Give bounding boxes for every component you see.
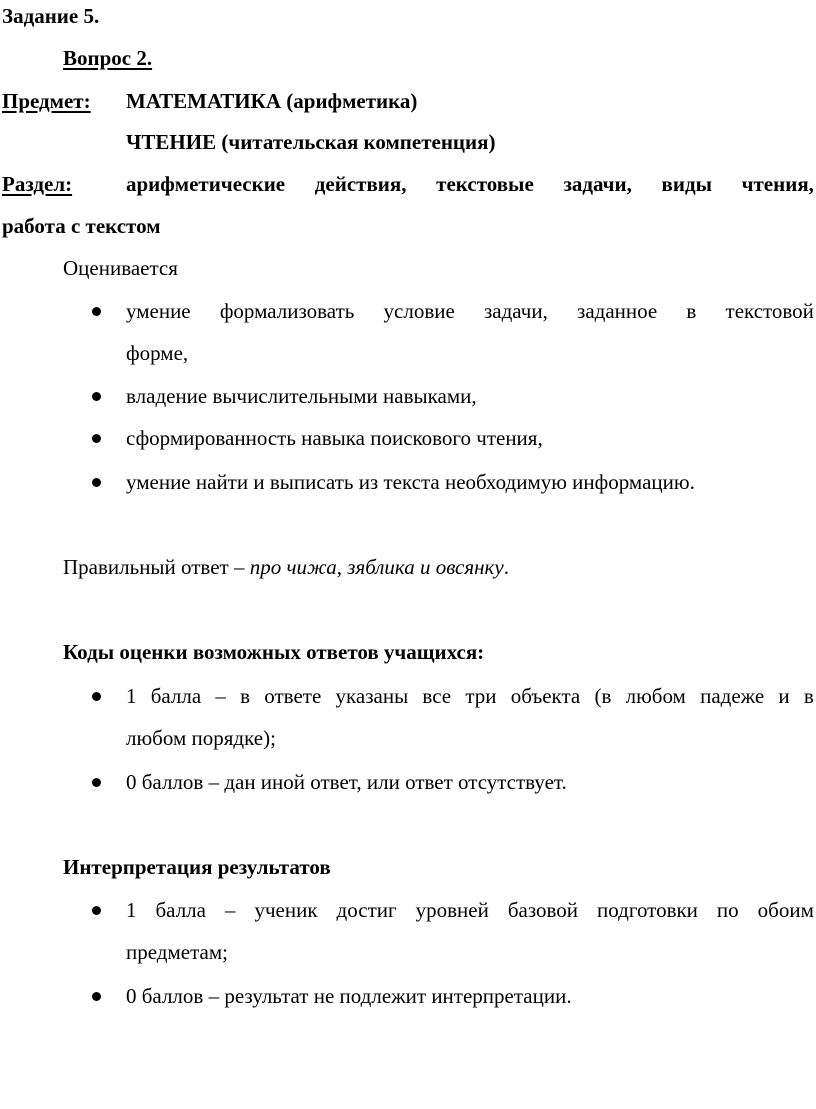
answer-value: про чижа, зяблика и овсянку bbox=[249, 555, 504, 579]
assessed-item-1: умение формализовать условие задачи, заданное в текстовой bbox=[126, 299, 814, 323]
question-number: Вопрос 2. bbox=[63, 46, 153, 70]
section-word: действия, bbox=[314, 172, 407, 196]
subject-math: МАТЕМАТИКА (арифметика) bbox=[126, 89, 418, 113]
section-word: арифметические bbox=[126, 172, 286, 196]
section-word: текстовые bbox=[436, 172, 534, 196]
interpretation-item-2: 0 баллов – результат не подлежит интерпретации. bbox=[126, 984, 572, 1008]
section-label: Раздел: bbox=[2, 172, 73, 196]
assessed-item-3: сформированность навыка поискового чтения, bbox=[126, 426, 543, 450]
bullet-icon bbox=[92, 778, 101, 787]
correct-answer: Правильный ответ – про чижа, зяблика и овсянку. bbox=[63, 555, 509, 579]
section-word: виды bbox=[661, 172, 712, 196]
codes-item-1: 1 балла – в ответе указаны все три объекта (в любом падеже и в bbox=[126, 684, 814, 708]
bullet-icon bbox=[92, 392, 101, 401]
bullet-icon bbox=[92, 992, 101, 1001]
assessed-item-4: умение найти и выписать из текста необходимую информацию. bbox=[126, 470, 695, 494]
task-number: Задание 5. bbox=[2, 4, 100, 28]
codes-heading: Коды оценки возможных ответов учащихся: bbox=[63, 640, 485, 664]
interpretation-heading: Интерпретация результатов bbox=[63, 855, 331, 879]
bullet-icon bbox=[92, 307, 101, 316]
codes-item-2: 0 баллов – дан иной ответ, или ответ отсутствует. bbox=[126, 770, 567, 794]
bullet-icon bbox=[92, 434, 101, 443]
section-topics bbox=[126, 172, 814, 196]
interpretation-item-1-cont: предметам; bbox=[126, 940, 228, 964]
subject-label: Предмет: bbox=[2, 89, 91, 113]
subject-reading: ЧТЕНИЕ (читательская компетенция) bbox=[126, 130, 496, 154]
bullet-icon bbox=[92, 906, 101, 915]
bullet-icon bbox=[92, 478, 101, 487]
section-continuation: работа с текстом bbox=[2, 214, 161, 238]
codes-item-1-cont: любом порядке); bbox=[126, 726, 276, 750]
interpretation-item-1: 1 балла – ученик достиг уровней базовой подготовки по обоим bbox=[126, 898, 814, 922]
assessed-intro: Оценивается bbox=[63, 256, 178, 280]
bullet-icon bbox=[92, 692, 101, 701]
assessed-item-1-cont: форме, bbox=[126, 341, 189, 365]
section-word: задачи, bbox=[563, 172, 632, 196]
assessed-item-2: владение вычислительными навыками, bbox=[126, 384, 477, 408]
section-word: чтения, bbox=[741, 172, 814, 196]
